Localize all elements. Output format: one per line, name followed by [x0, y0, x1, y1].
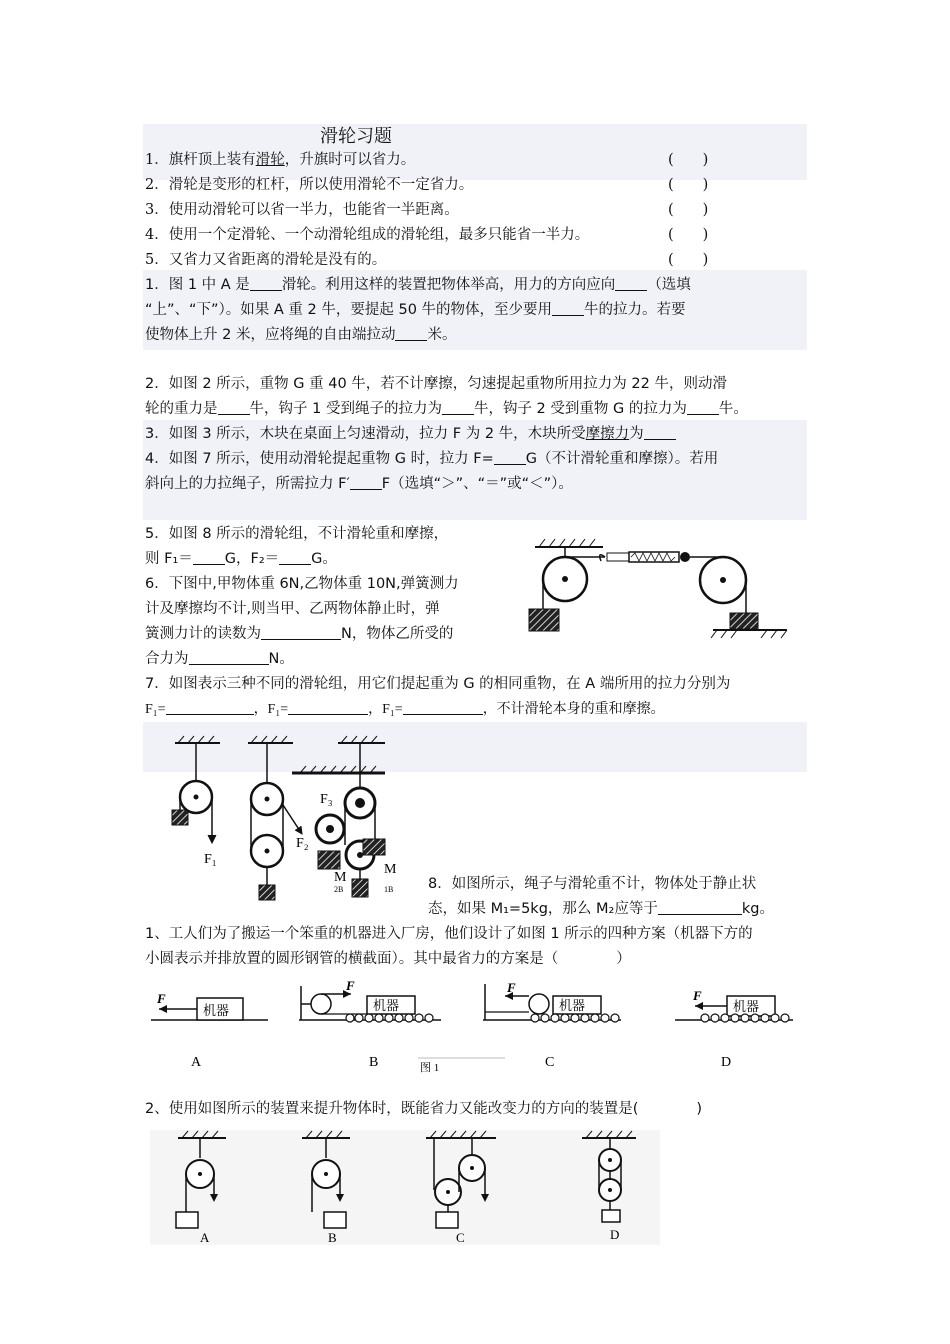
weight-yi — [730, 613, 758, 629]
item-number: 3． — [145, 202, 169, 218]
pulley-devices-figure — [150, 1130, 660, 1245]
machine-label: 机器 — [559, 998, 586, 1013]
scheme-c — [483, 980, 621, 1070]
force-label: F — [693, 988, 702, 1003]
page-title: 滑轮习题 — [320, 126, 392, 147]
judge-item — [145, 173, 473, 198]
item-text: 旗杆顶上装有 — [168, 152, 256, 168]
fill-q7-line1: 7．如图表示三种不同的滑轮组，用它们提起重为 G 的相同重物，在 A 端所用的拉力分别为 — [145, 676, 731, 692]
answer-blank[interactable] — [658, 900, 742, 915]
fill-q8-line2: 态，如果 M₁=5kg，那么 M₂应等于 kg。 — [428, 901, 774, 917]
machine-label: 机器 — [733, 999, 760, 1014]
answer-blank[interactable] — [403, 700, 483, 715]
answer-blank[interactable] — [193, 550, 225, 565]
block-m2 — [318, 851, 340, 869]
answer-parens[interactable]: ( ) — [668, 152, 709, 168]
option-label-c: C — [545, 1055, 555, 1070]
term-link[interactable]: 滑轮 — [255, 152, 285, 168]
mass-label-m2: M — [334, 870, 347, 885]
item-text: 使用一个定滑轮、一个动滑轮组成的滑轮组，最多只能省一半力。 — [168, 227, 590, 243]
answer-parens[interactable]: ( ) — [668, 177, 709, 193]
answer-blank[interactable] — [166, 700, 254, 715]
scheme-a — [151, 991, 268, 1070]
choice-q1-line1: 1、工人们为了搬运一个笨重的机器进入厂房，他们设计了如图 1 所示的四种方案（机器下方的 — [145, 926, 753, 942]
answer-parens[interactable]: ( ) — [668, 202, 709, 218]
force-label: F — [157, 991, 166, 1006]
mass-label-m1: M — [384, 862, 397, 877]
item-number: 4． — [145, 227, 169, 243]
answer-blank[interactable] — [279, 550, 311, 565]
answer-blank[interactable] — [261, 625, 341, 640]
label-2b: 2B — [334, 885, 344, 894]
answer-blank[interactable] — [552, 301, 584, 316]
choice-q1-line2: 小圆表示并排放置的圆形钢管的横截面）。其中最省力的方案是（ ） — [145, 951, 631, 967]
fill-q5-line1: 5．如图 8 所示的滑轮组，不计滑轮重和摩擦， — [145, 526, 449, 542]
option-label-c: C — [456, 1230, 465, 1245]
answer-blank[interactable] — [395, 326, 427, 341]
answer-blank[interactable] — [494, 450, 526, 465]
force-label: F — [507, 980, 516, 995]
weight-jia — [529, 609, 559, 631]
answer-parens[interactable]: ( ) — [668, 252, 709, 268]
option-label-a: A — [200, 1230, 210, 1245]
spring-scale-hook — [607, 553, 629, 561]
label-1b: 1B — [384, 885, 394, 894]
scheme-b — [299, 978, 441, 1070]
fill-q6-line3: 簧测力计的读数为 N，物体乙所受的 — [145, 626, 454, 642]
fill-q2-line2: 轮的重力是 牛，钩子 1 受到绳子的拉力为 牛，钩子 2 受到重物 G 的拉力为 牛。 — [145, 401, 748, 417]
answer-blank[interactable] — [350, 475, 382, 490]
spring-scale-pulley-figure — [525, 535, 795, 640]
answer-blank[interactable] — [189, 650, 269, 665]
fill-q1-line2: “上”、“下”）。如果 A 重 2 牛，要提起 50 牛的物体，至少要用 牛的拉力。若要 — [145, 302, 686, 318]
judge-item — [145, 198, 459, 223]
item-text: ，升旗时可以省力。 — [284, 152, 416, 168]
force-label-f2: F₂ — [296, 836, 309, 851]
scheme-d — [675, 988, 793, 1070]
figure-caption: 图 1 — [420, 1062, 440, 1074]
fill-q7-line2: F₁= ，F₁= ，F₁= ，不计滑轮本身的重和摩擦。 — [145, 702, 665, 717]
fill-q6-line1: 6．下图中,甲物体重 6N,乙物体重 10N,弹簧测力 — [145, 576, 459, 592]
answer-blank[interactable] — [687, 400, 719, 415]
item-text: 使用动滑轮可以省一半力，也能省一半距离。 — [168, 202, 459, 218]
option-label-b: B — [328, 1230, 337, 1245]
fill-q5-line2: 则 F₁＝ G，F₂＝ G。 — [145, 551, 337, 567]
answer-blank[interactable] — [644, 425, 676, 440]
judge-item — [145, 148, 415, 173]
fill-q2-line1: 2．如图 2 所示，重物 G 重 40 牛，若不计摩擦，匀速提起重物所用拉力为 22 牛，则动滑 — [145, 376, 727, 392]
answer-blank[interactable] — [615, 276, 647, 291]
item-number: 5． — [145, 252, 169, 268]
judge-item — [145, 223, 589, 248]
option-label-a: A — [191, 1055, 202, 1070]
fill-q3: 3．如图 3 所示，木块在桌面上匀速滑动，拉力 F 为 2 牛，木块所受摩擦力为 — [145, 422, 676, 447]
fill-q8-line1: 8．如图所示，绳子与滑轮重不计，物体处于静止状 — [428, 876, 757, 892]
option-label-d: D — [721, 1055, 732, 1070]
choice-q2: 2、使用如图所示的装置来提升物体时，既能省力又能改变力的方向的装置是( ) — [145, 1101, 703, 1117]
block-m1 — [363, 839, 385, 855]
item-text: 又省力又省距离的滑轮是没有的。 — [168, 252, 387, 268]
item-text: 滑轮是变形的杠杆，所以使用滑轮不一定省力。 — [168, 177, 474, 193]
fill-q4-line1: 4．如图 7 所示，使用动滑轮提起重物 G 时，拉力 F= G（不计滑轮重和摩擦）。若用 — [145, 451, 719, 467]
fill-q4-line2: 斜向上的力拉绳子，所需拉力 F′ F（选填“＞”、“＝”或“＜”）。 — [145, 476, 573, 492]
pulley-systems-figure — [160, 735, 410, 905]
fill-q6-line2: 计及摩擦均不计,则当甲、乙两物体静止时，弹 — [145, 601, 440, 617]
machine-schemes-figure — [143, 976, 807, 1076]
option-label-d: D — [610, 1227, 620, 1242]
answer-blank[interactable] — [442, 400, 474, 415]
force-label: F — [346, 978, 355, 993]
answer-blank[interactable] — [288, 700, 368, 715]
fill-q6-line4: 合力为 N。 — [145, 651, 294, 667]
term-link[interactable]: 摩擦力 — [585, 426, 630, 442]
force-label-f1: F₁ — [204, 852, 217, 867]
fill-q1-line3: 使物体上升 2 米，应将绳的自由端拉动 米。 — [145, 327, 457, 343]
answer-blank[interactable] — [218, 400, 250, 415]
item-number: 1． — [145, 152, 169, 168]
force-label-f3: F₃ — [320, 792, 333, 807]
answer-blank[interactable] — [250, 276, 282, 291]
fill-q1-line1: 1．图 1 中 A 是 滑轮。利用这样的装置把物体举高，用力的方向应向 （选填 — [145, 277, 691, 293]
option-label-b: B — [369, 1055, 379, 1070]
judge-item — [145, 248, 386, 273]
answer-parens[interactable]: ( ) — [668, 227, 709, 243]
item-number: 2． — [145, 177, 169, 193]
machine-label: 机器 — [373, 998, 400, 1013]
machine-label: 机器 — [203, 1003, 230, 1018]
